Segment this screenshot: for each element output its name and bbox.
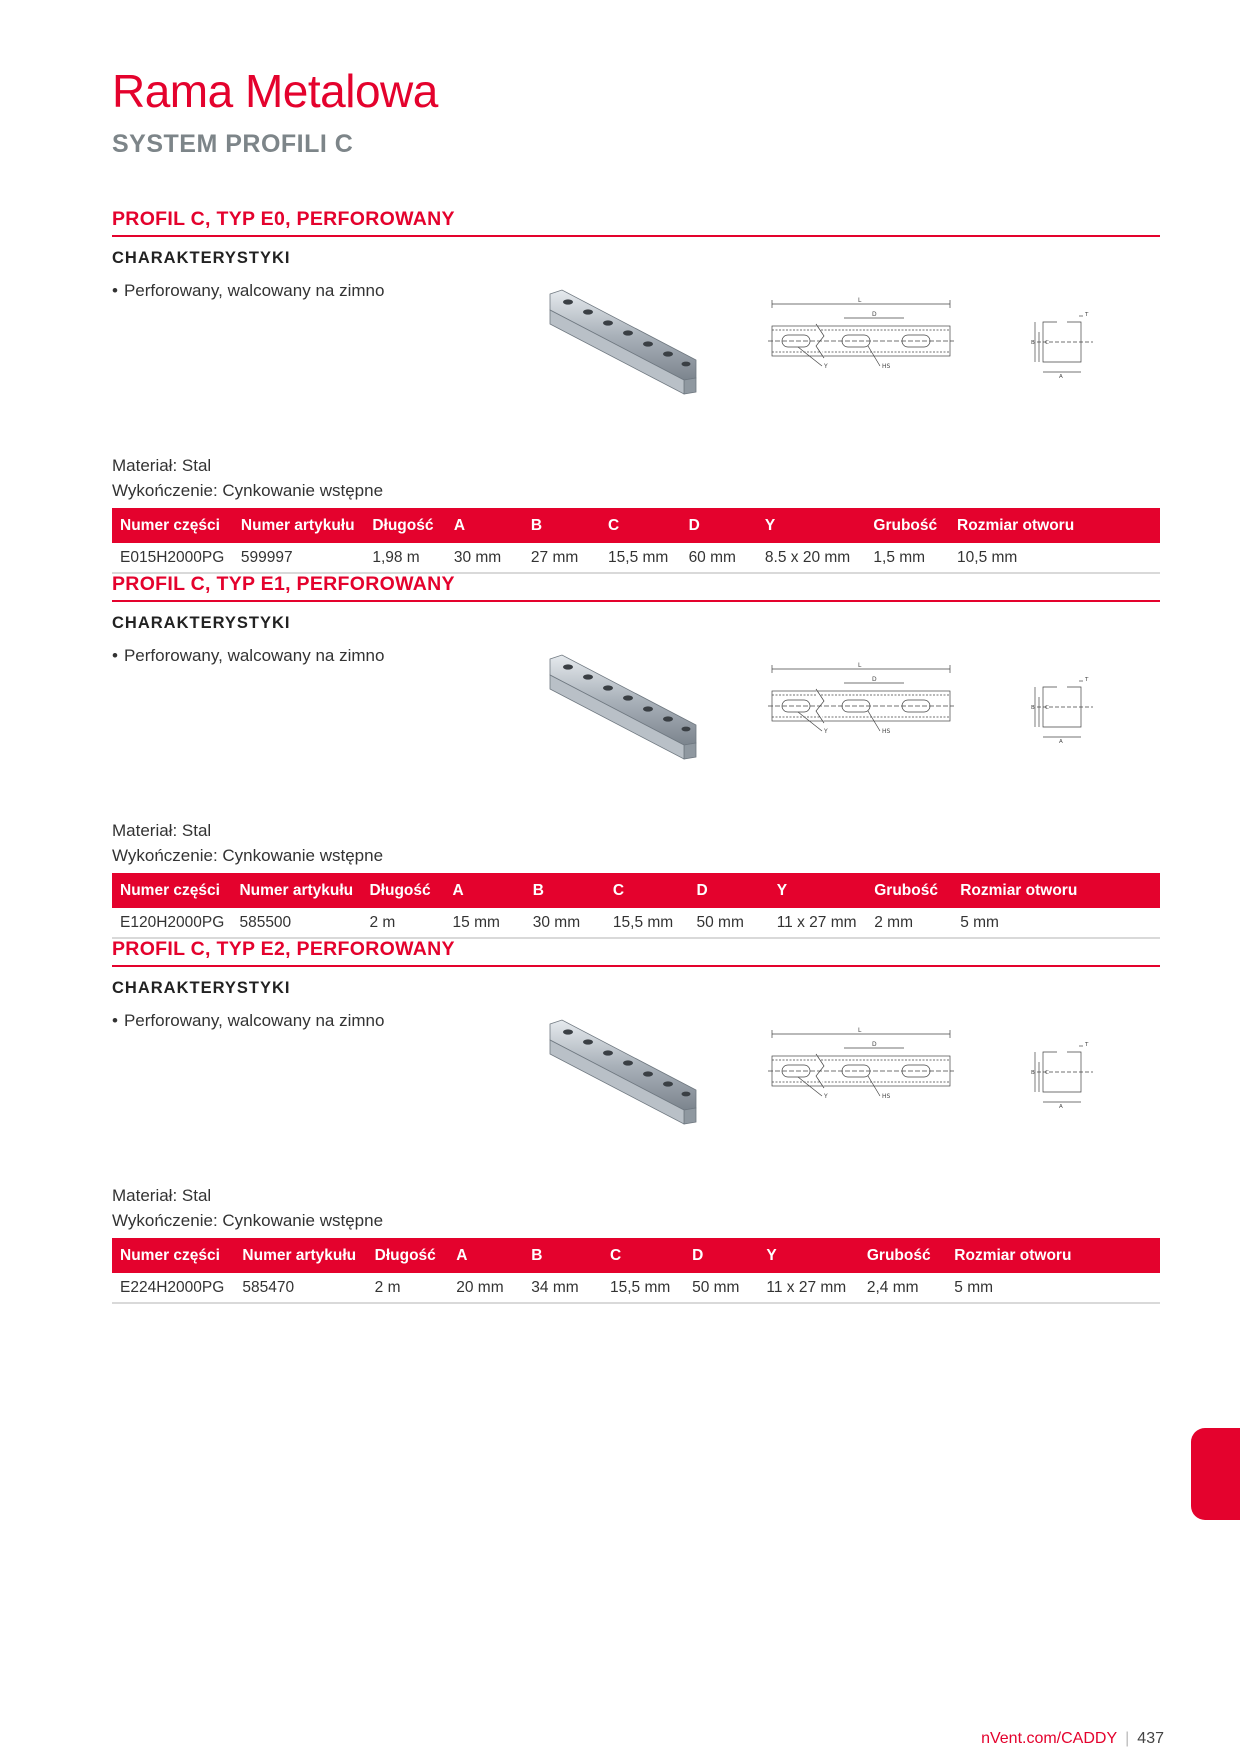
label-HS: HS xyxy=(882,1093,891,1100)
table-cell: 15,5 mm xyxy=(600,543,681,573)
column-header: Długość xyxy=(361,873,444,908)
table-cell: 34 mm xyxy=(523,1273,602,1303)
table-cell: 11 x 27 mm xyxy=(769,908,867,938)
footer-site-link[interactable]: nVent.com/CADDY xyxy=(981,1730,1118,1747)
table-cell: 30 mm xyxy=(446,543,523,573)
label-Y: Y xyxy=(824,363,828,370)
label-B: B xyxy=(1031,705,1035,711)
table-cell: 8.5 x 20 mm xyxy=(757,543,865,573)
table-cell: 2,4 mm xyxy=(859,1273,946,1303)
column-header: A xyxy=(445,873,525,908)
spec-table xyxy=(112,508,1160,574)
table-cell: 5 mm xyxy=(952,908,1160,938)
feature-bullet: • Perforowany, walcowany na zimno xyxy=(112,1011,385,1030)
table-cell: 1,5 mm xyxy=(865,543,949,573)
label-C: C xyxy=(1045,705,1049,711)
column-header: Rozmiar otworu xyxy=(949,508,1160,543)
label-L: L xyxy=(858,297,862,304)
section-divider xyxy=(112,600,1160,602)
table-cell: 50 mm xyxy=(689,908,769,938)
table-cell: 11 x 27 mm xyxy=(758,1273,859,1303)
table-cell: 2 m xyxy=(361,908,444,938)
label-C: C xyxy=(1045,340,1049,346)
column-header: Numer artykułu xyxy=(233,508,364,543)
column-header: Grubość xyxy=(865,508,949,543)
table-cell: 50 mm xyxy=(684,1273,758,1303)
column-header: A xyxy=(448,1238,523,1273)
label-B: B xyxy=(1031,1070,1035,1076)
section-title: PROFIL C, TYP E1, PERFOROWANY xyxy=(112,573,455,595)
table-cell: 15,5 mm xyxy=(605,908,689,938)
column-header: C xyxy=(602,1238,684,1273)
table-cell: 2 mm xyxy=(866,908,952,938)
table-header-row xyxy=(112,873,1160,908)
feature-bullet: • Perforowany, walcowany na zimno xyxy=(112,646,385,665)
table-cell: 585500 xyxy=(231,908,361,938)
table-cell: 585470 xyxy=(234,1273,366,1303)
column-header: B xyxy=(523,1238,602,1273)
label-D: D xyxy=(872,676,877,683)
footer-separator: | xyxy=(1125,1730,1130,1747)
product-photo xyxy=(546,653,718,763)
table-cell: 60 mm xyxy=(681,543,757,573)
table-cell: 1,98 m xyxy=(364,543,446,573)
characteristics-heading: CHARAKTERYSTYKI xyxy=(112,979,291,997)
page-footer xyxy=(981,1730,1164,1748)
label-L: L xyxy=(858,1027,862,1034)
finish-text: Wykończenie: Cynkowanie wstępne xyxy=(112,846,384,865)
product-section xyxy=(112,573,1160,968)
label-Y: Y xyxy=(824,1093,828,1100)
table-row xyxy=(112,908,1160,938)
column-header: C xyxy=(600,508,681,543)
section-title: PROFIL C, TYP E2, PERFOROWANY xyxy=(112,938,455,960)
table-cell: 2 m xyxy=(367,1273,449,1303)
product-photo xyxy=(546,1018,718,1128)
page-subtitle: SYSTEM PROFILI C xyxy=(112,130,354,158)
table-cell: E120H2000PG xyxy=(112,908,231,938)
material-text: Materiał: Stal xyxy=(112,821,212,840)
table-cell: 599997 xyxy=(233,543,364,573)
characteristics-heading: CHARAKTERYSTYKI xyxy=(112,249,291,267)
product-section xyxy=(112,938,1160,1333)
table-row xyxy=(112,1273,1160,1303)
column-header: Numer części xyxy=(112,1238,234,1273)
finish-text: Wykończenie: Cynkowanie wstępne xyxy=(112,481,384,500)
spec-table xyxy=(112,873,1160,939)
column-header: Numer części xyxy=(112,873,231,908)
column-header: C xyxy=(605,873,689,908)
feature-bullet: • Perforowany, walcowany na zimno xyxy=(112,281,385,300)
column-header: A xyxy=(446,508,523,543)
cross-section-drawing xyxy=(1017,310,1097,380)
label-T: T xyxy=(1085,1042,1089,1048)
table-cell: 20 mm xyxy=(448,1273,523,1303)
profile-drawing xyxy=(768,296,954,378)
label-B: B xyxy=(1031,340,1035,346)
label-T: T xyxy=(1085,312,1089,318)
characteristics-heading: CHARAKTERYSTYKI xyxy=(112,614,291,632)
section-title: PROFIL C, TYP E0, PERFOROWANY xyxy=(112,208,455,230)
label-HS: HS xyxy=(882,728,891,735)
label-L: L xyxy=(858,662,862,669)
column-header: D xyxy=(681,508,757,543)
cross-section-drawing xyxy=(1017,1040,1097,1110)
column-header: Y xyxy=(758,1238,859,1273)
table-row xyxy=(112,543,1160,573)
label-C: C xyxy=(1045,1070,1049,1076)
section-divider xyxy=(112,965,1160,967)
column-header: Y xyxy=(769,873,867,908)
table-cell: 27 mm xyxy=(523,543,600,573)
column-header: Numer artykułu xyxy=(231,873,361,908)
column-header: D xyxy=(689,873,769,908)
table-cell: 15 mm xyxy=(445,908,525,938)
table-cell: 30 mm xyxy=(525,908,605,938)
page-number: 437 xyxy=(1137,1730,1164,1747)
label-A: A xyxy=(1059,1104,1063,1110)
table-cell: E224H2000PG xyxy=(112,1273,234,1303)
label-Y: Y xyxy=(824,728,828,735)
label-T: T xyxy=(1085,677,1089,683)
feature-text: Perforowany, walcowany na zimno xyxy=(123,646,385,665)
material-text: Materiał: Stal xyxy=(112,456,212,475)
label-A: A xyxy=(1059,374,1063,380)
table-header-row xyxy=(112,1238,1160,1273)
profile-drawing xyxy=(768,661,954,743)
page-title: Rama Metalowa xyxy=(112,65,438,117)
label-A: A xyxy=(1059,739,1063,745)
feature-text: Perforowany, walcowany na zimno xyxy=(123,281,385,300)
column-header: Rozmiar otworu xyxy=(946,1238,1160,1273)
table-cell: 10,5 mm xyxy=(949,543,1160,573)
profile-drawing xyxy=(768,1026,954,1108)
column-header: Grubość xyxy=(859,1238,946,1273)
feature-text: Perforowany, walcowany na zimno xyxy=(123,1011,385,1030)
product-section xyxy=(112,208,1160,603)
column-header: Rozmiar otworu xyxy=(952,873,1160,908)
column-header: Długość xyxy=(364,508,446,543)
table-header-row xyxy=(112,508,1160,543)
product-photo xyxy=(546,288,718,398)
side-index-tab xyxy=(1191,1428,1240,1520)
material-text: Materiał: Stal xyxy=(112,1186,212,1205)
table-cell: 15,5 mm xyxy=(602,1273,684,1303)
label-D: D xyxy=(872,1041,877,1048)
spec-table xyxy=(112,1238,1160,1304)
table-cell: 5 mm xyxy=(946,1273,1160,1303)
column-header: Numer artykułu xyxy=(234,1238,366,1273)
label-D: D xyxy=(872,311,877,318)
section-divider xyxy=(112,235,1160,237)
column-header: B xyxy=(525,873,605,908)
cross-section-drawing xyxy=(1017,675,1097,745)
column-header: Numer części xyxy=(112,508,233,543)
table-cell: E015H2000PG xyxy=(112,543,233,573)
column-header: B xyxy=(523,508,600,543)
column-header: Długość xyxy=(367,1238,449,1273)
column-header: D xyxy=(684,1238,758,1273)
finish-text: Wykończenie: Cynkowanie wstępne xyxy=(112,1211,384,1230)
column-header: Y xyxy=(757,508,865,543)
label-HS: HS xyxy=(882,363,891,370)
column-header: Grubość xyxy=(866,873,952,908)
